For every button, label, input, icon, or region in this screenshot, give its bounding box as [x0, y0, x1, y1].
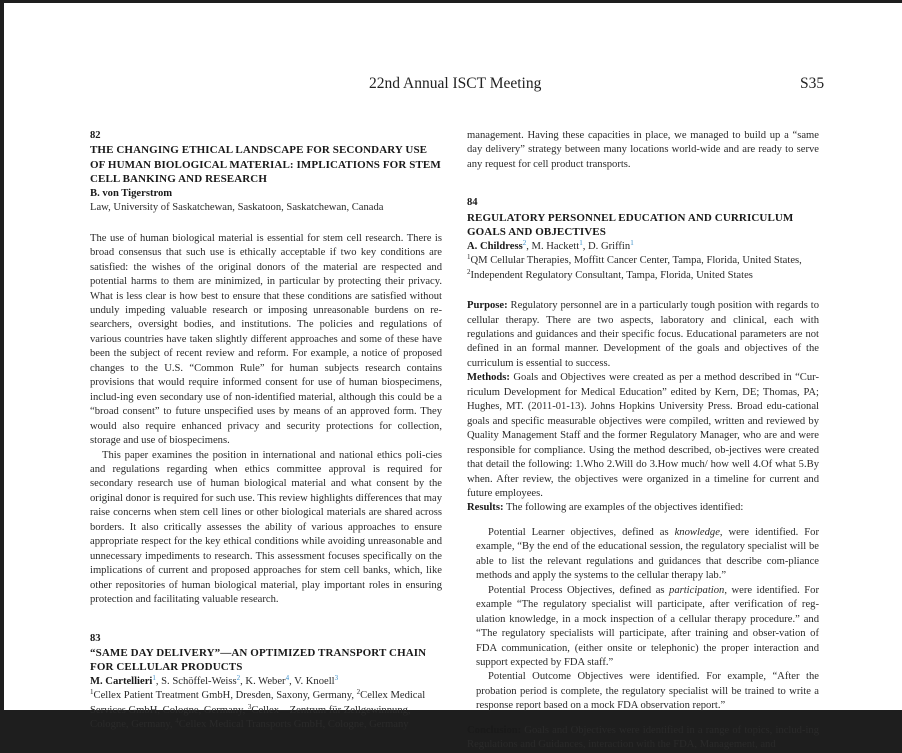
results-item-text: , were identified. For example, “By the end of the educational session, the regulatory specialist will be able to list the relevant regulations and guidances that describe com-pliance methods and apply the systems to the cellular therapy lab.”	[476, 526, 820, 582]
abstract-83-continuation: management. Having these capacities in place, we managed to build up a “same day delivery” strategy between many locations world-wide and are ready to serve any request for cell product transports.	[467, 130, 819, 170]
results-item-text: Potential Outcome Objectives were identified. For example, “After the probation period is complete, the regulatory specialist will be trained to write a response report based on a mock FDA observation report.”	[476, 671, 819, 712]
abstract-authors: M. Cartellieri$^1$, S. Schöffel-Weiss$^2$, K. Weber$^4$, V. Knoell$^3$	[90, 673, 339, 687]
abstract-paragraph: The use of human biological material is essential for stem cell research. There is broad consensus that such use is ethically acceptable if two key conditions are satisfied: the wishes of the original donors of the material are respected and potential harms to them are minimized, in particular by protecting their privacy. What is less clear is how best to ensure that these conditions are satisfied without unduly impeding valuable research or imposing unreasonable burdens on re-searchers, oversight bodies, and institutions. The policies and regulations of various countries have taken slightly different approaches and some of these have been the subject of recent review and reform. For example, a notice of proposed changes to the U.S. “Common Rule” for human subjects research contains provisions that would require informed consent for use of human biospecimens, includ-ing even secondary use of non-identified material, although this could be a “broad consent” to future unspecified uses by means of an approved form. They would also require enhanced privacy and security protections for collection, storage and use of biospecimens.	[90, 232, 442, 447]
abstract-number: 83	[90, 632, 101, 644]
results-label: Results:	[467, 502, 504, 514]
results-item-text: Potential Learner objectives, defined as	[488, 526, 675, 538]
results-item	[476, 526, 819, 584]
right-column	[467, 129, 819, 753]
abstract-paragraph: This paper examines the position in international and national ethics poli-cies and regulations regarding when ethics committee approval is required for secondary research use of human biological material and what consent by the original donor is required for such use. This review highlights differences that may raise concerns when stem cell lines or other biological materials are shared across borders. It also critically assesses the ability of various approaches to ensure appropriate respect for the key ethical conditions while avoiding unreasonable and unnecessary impediments to research. This assessment focuses specifically on the implications of current and proposed approaches for stem cell banks, which, like other repositories of human biological material, play important roles in ensuring protection and facilitating valuable research.	[90, 449, 442, 606]
affiliation-text: Independent Regulatory Consultant, Tampa, Florida, United States	[470, 269, 753, 281]
running-header	[4, 75, 902, 95]
abstract-84	[467, 196, 819, 752]
affiliation-text: QM Cellular Therapies, Moffitt Cancer Center, Tampa, Florida, United States,	[470, 255, 802, 267]
abstract-number: 84	[467, 197, 478, 209]
author-name: M. Cartellieri	[90, 675, 153, 687]
conclusion-label: Conclusion:	[467, 724, 522, 736]
affiliation-text: Cellex Medical Transports GmbH, Cologne, Germany	[178, 719, 409, 731]
affiliation-superscript: 2	[467, 267, 471, 276]
author-superscript: 2	[236, 673, 241, 682]
results-item	[476, 670, 819, 713]
author-superscript: 1	[579, 238, 583, 247]
results-text: The following are examples of the objectives identified:	[503, 502, 744, 514]
author-superscript: 1	[152, 673, 156, 682]
left-column	[90, 129, 442, 733]
affiliation-text: Cellex Patient Treatment GmbH, Dresden, Saxony, Germany,	[93, 690, 357, 702]
results-examples	[467, 526, 819, 714]
author-superscript: 2	[522, 238, 527, 247]
conclusion-section	[467, 724, 819, 753]
abstract-affiliation: Law, University of Saskatchewan, Saskatoon, Saskatchewan, Canada	[90, 202, 384, 214]
affiliation-superscript: 1	[90, 688, 94, 697]
abstract-affiliations	[467, 254, 819, 283]
abstract-title: “SAME DAY DELIVERY”—AN OPTIMIZED TRANSPORT CHAIN FOR CELLULAR PRODUCTS	[90, 646, 427, 674]
results-item-emphasis: knowledge	[674, 526, 720, 538]
conclusion-text: Goals and Objectives were identified in a range of topics, includ-ing Regulations and Guidances, interaction with the FDA, Management, and	[467, 724, 819, 751]
author-name: M. Hackett	[531, 240, 580, 252]
abstract-82	[90, 129, 442, 608]
author-name: A. Childress	[467, 240, 523, 252]
journal-page	[4, 3, 902, 751]
methods-text: Goals and Objectives were created as per a method described in “Cur-riculum Development for Medical Education” edited by Kern, DE; Thomas, PA; Hughes, MT. (2011-01-13). Johns Hopkins University Press. Broad edu-cational goals and specific measurable objectives were compiled, written and reviewed by Quality Management Staff and the former Regulatory Manager, who are and were responsible for compliance. Using the method described, ob-jectives were created that detail the following: 1.Who 2.Will do 3.How much/ how well 4.Of what 5.By when. After review, the objectives were organized in a timeline for current and future employees.	[467, 372, 819, 499]
results-item-text: , were identified. For example “The regulatory specialist will participate, after verification of reg-ulation knowledge, in a mock inspection of a cellular therapy procedure.” and “The regulatory specialists will participate, after training and obser-vation of FDA communication, (either onsite or telephonic) the proper interaction and support expected by FDA staff.”	[476, 584, 819, 668]
author-name: K. Weber	[245, 675, 286, 687]
affiliation-text: Cellex Medical Services GmbH, Cologne, Germany,	[90, 690, 426, 716]
affiliation-superscript: 1	[467, 253, 471, 262]
affiliation-superscript: 3	[247, 702, 252, 711]
affiliation-superscript: 4	[175, 717, 179, 726]
abstract-authors: A. Childress$^2$, M. Hackett$^1$, D. Griffin$^1$	[467, 238, 634, 252]
journal-title: 22nd Annual ISCT Meeting	[369, 75, 542, 92]
abstract-title: THE CHANGING ETHICAL LANDSCAPE FOR SECONDARY USE OF HUMAN BIOLOGICAL MATERIAL: IMPLICATIONS FOR STEM CELL BANKING AND RESEARCH	[90, 144, 441, 186]
abstract-83	[90, 632, 442, 733]
purpose-section	[467, 299, 819, 371]
methods-label: Methods:	[467, 372, 510, 384]
author-name: B. von Tigerstrom	[90, 187, 173, 199]
abstract-number: 82	[90, 130, 101, 141]
abstract-affiliations	[90, 689, 442, 732]
author-name: D. Griffin	[588, 240, 631, 252]
affiliation-text: Cellex—Zentrum für Zellgewinnung, Cologne, Germany,	[90, 704, 411, 731]
affiliation-superscript: 2	[356, 688, 361, 697]
results-item	[476, 584, 819, 671]
author-name: S. Schöffel-Weiss	[161, 675, 237, 687]
results-item-text: Potential Process Objectives, defined as	[488, 584, 670, 596]
purpose-text: Regulatory personnel are in a particularly tough position with regards to cellular therapy. There are two aspects, laboratory and clinical, each with regulations and guidances and their specific focus. Educational parameters are not defined in an formal manner. Development of the goals and objectives of the curriculum is essential to success.	[467, 300, 819, 369]
author-superscript: 3	[334, 673, 339, 682]
author-superscript: 4	[285, 673, 290, 682]
abstract-authors	[90, 187, 442, 201]
results-item-emphasis: participation	[669, 584, 725, 596]
results-section	[467, 501, 819, 515]
methods-section	[467, 371, 819, 501]
author-name: V. Knoell	[294, 675, 335, 687]
page-number: S35	[800, 75, 825, 92]
purpose-label: Purpose:	[467, 300, 508, 312]
abstract-title: REGULATORY PERSONNEL EDUCATION AND CURRICULUM GOALS AND OBJECTIVES	[467, 211, 794, 239]
author-superscript: 1	[630, 238, 634, 247]
